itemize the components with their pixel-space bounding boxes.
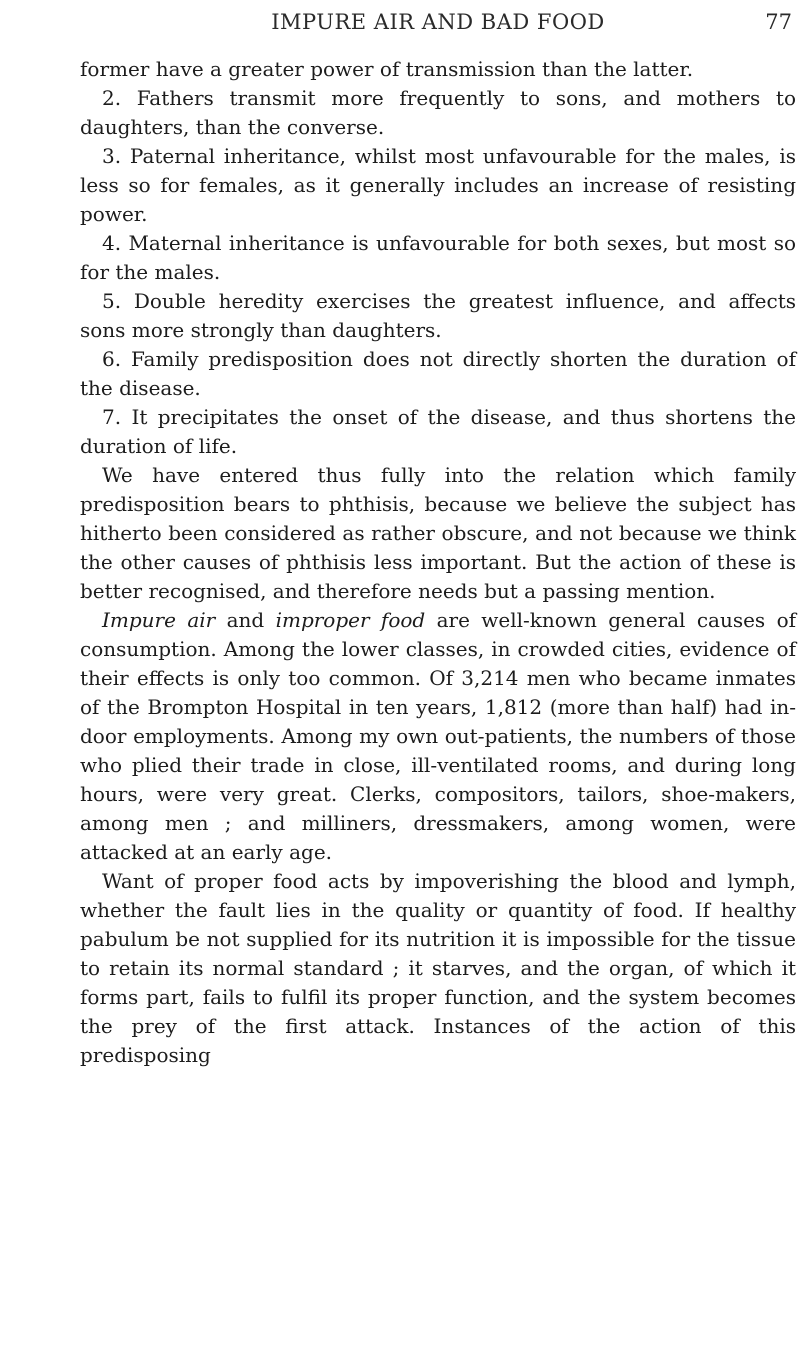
list-item-3: 3. Paternal inheritance, whilst most unfavourable for the males, is less so for females, as it generally includes an increase of resisting power.	[80, 144, 796, 226]
italic-improper-food: improper food	[275, 608, 426, 632]
running-head	[80, 4, 796, 44]
paragraph-continuation: former have a greater power of transmission than the latter.	[80, 57, 694, 81]
list-item-7: 7. It precipitates the onset of the disease, and thus shortens the duration of life.	[80, 405, 796, 458]
impure-air-text: are well-known general causes of consumption. Among the lower classes, in crowded cities, evidence of their effects is only too common. Of 3,214 men who became inmates of the Brompton Hospital in ten years, 1,812 (more than half) had in-door employments. Among my own out-patients, the numbers of those who plied their trade in close, ill-ventilated rooms, and during long hours, were very great. Clerks, compositors, tailors, shoe-makers, among men ; and milliners, dressmakers, among women, were attacked at an early age.	[80, 608, 797, 864]
paragraph-family-predisposition: We have entered thus fully into the relation which family predisposition bears to phthisis, because we believe the subject has hitherto been considered as rather obscure, and not because we think the other causes of phthisis less important. But the action of these is better recognised, and therefore needs but a passing mention.	[80, 463, 796, 603]
italic-impure-air: Impure air	[102, 608, 216, 632]
paragraph-want-of-food: Want of proper food acts by impoverishing the blood and lymph, whether the fault lies in the quality or quantity of food. If healthy pabulum be not supplied for its nutrition it is impossible for the tissue to retain its normal standard ; it starves, and the organ, of which it forms part, fails to fulfil its proper function, and the system becomes the prey of the first attack. Instances of the action of this predisposing	[80, 869, 796, 1067]
list-item-4: 4. Maternal inheritance is unfavourable for both sexes, but most so for the males.	[80, 231, 796, 284]
page-number: 77	[765, 10, 792, 34]
list-item-2: 2. Fathers transmit more frequently to sons, and mothers to daughters, than the converse.	[80, 86, 796, 139]
body-text	[80, 55, 796, 1070]
running-title: IMPURE AIR AND BAD FOOD	[271, 10, 605, 34]
list-item-5: 5. Double heredity exercises the greatest influence, and affects sons more strongly than daughters.	[80, 289, 796, 342]
paragraph-impure-air	[80, 606, 796, 867]
connector-text: and	[215, 608, 276, 632]
list-item-6: 6. Family predisposition does not directly shorten the duration of the disease.	[80, 347, 796, 400]
